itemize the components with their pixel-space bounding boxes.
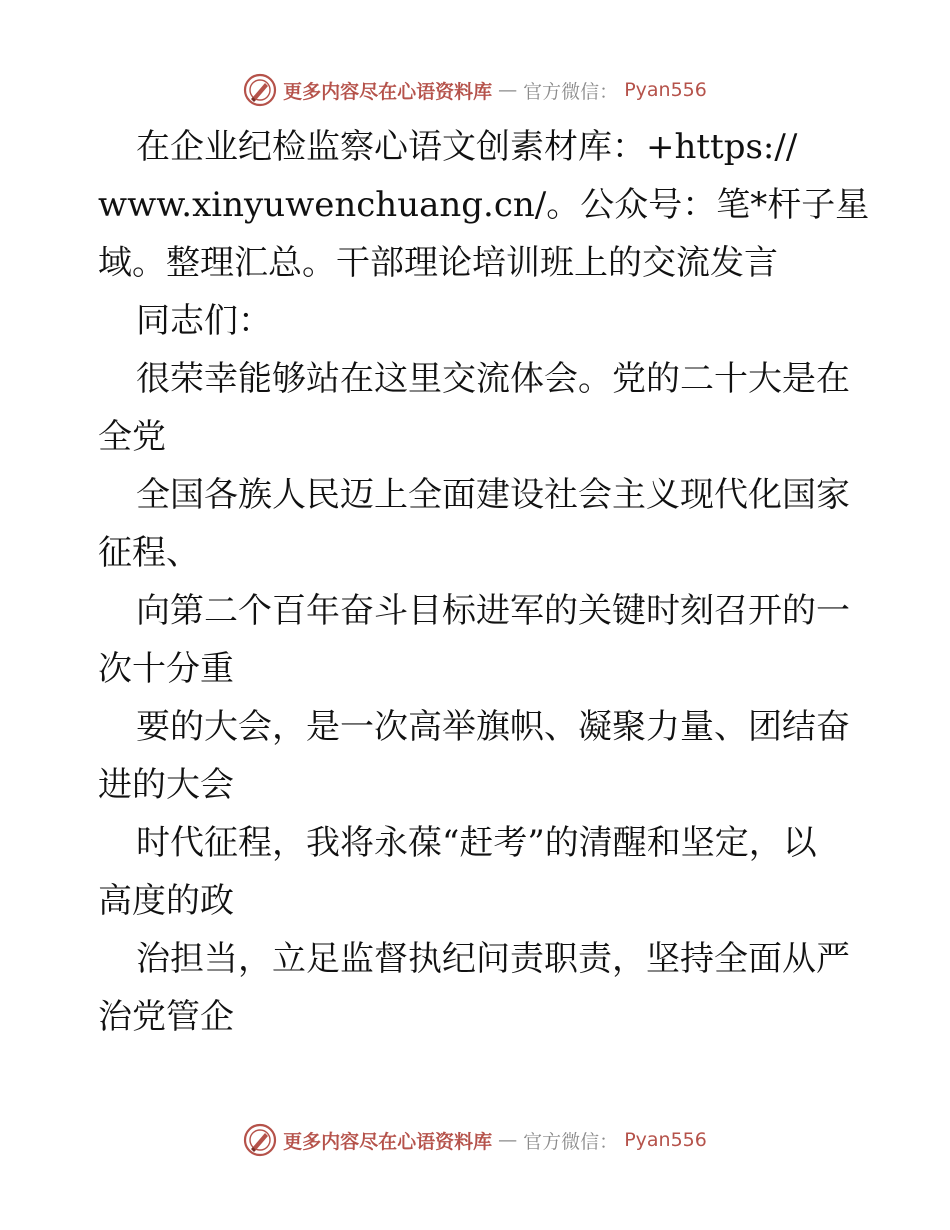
header-wechat-label: 官方微信：	[523, 80, 619, 103]
body-line: 全党	[98, 417, 166, 457]
body-line: 进的大会	[98, 765, 234, 805]
header-brand-text: 更多内容尽在心语资料库	[283, 80, 493, 103]
header-separator: —	[498, 79, 518, 101]
footer-account: Pyan556	[624, 1129, 707, 1151]
body-line: 要的大会，是一次高举旗帜、凝聚力量、团结奋	[136, 707, 850, 747]
body-line: 治担当，立足监督执纪问责职责，坚持全面从严	[136, 939, 850, 979]
footer-separator: —	[498, 1129, 518, 1151]
body-line: 征程、	[98, 533, 200, 573]
body-line: 向第二个百年奋斗目标进军的关键时刻召开的一	[136, 591, 850, 631]
body-line: 治党管企	[98, 997, 234, 1037]
pen-nib-logo-icon	[243, 73, 277, 107]
body-line: 很荣幸能够站在这里交流体会。党的二十大是在	[136, 359, 850, 399]
body-line: 域。整理汇总。干部理论培训班上的交流发言	[98, 243, 778, 283]
salutation: 同志们：	[136, 301, 272, 341]
footer-brand-text: 更多内容尽在心语资料库	[283, 1130, 493, 1153]
header-banner	[0, 70, 950, 110]
pen-nib-logo-icon	[243, 1123, 277, 1157]
body-line: 全国各族人民迈上全面建设社会主义现代化国家	[136, 475, 850, 515]
header-account: Pyan556	[624, 79, 707, 101]
body-line: www.xinyuwenchuang.cn/。公众号：笔*杆子星	[98, 185, 870, 225]
footer-wechat-label: 官方微信：	[523, 1130, 619, 1153]
body-line: 时代征程，我将永葆“赶考”的清醒和坚定，以	[136, 823, 817, 863]
footer-banner	[0, 1120, 950, 1160]
document-body	[98, 118, 870, 1046]
body-line: 高度的政	[98, 881, 234, 921]
body-line: 在企业纪检监察心语文创素材库：+https://	[136, 127, 798, 167]
body-line: 次十分重	[98, 649, 234, 689]
